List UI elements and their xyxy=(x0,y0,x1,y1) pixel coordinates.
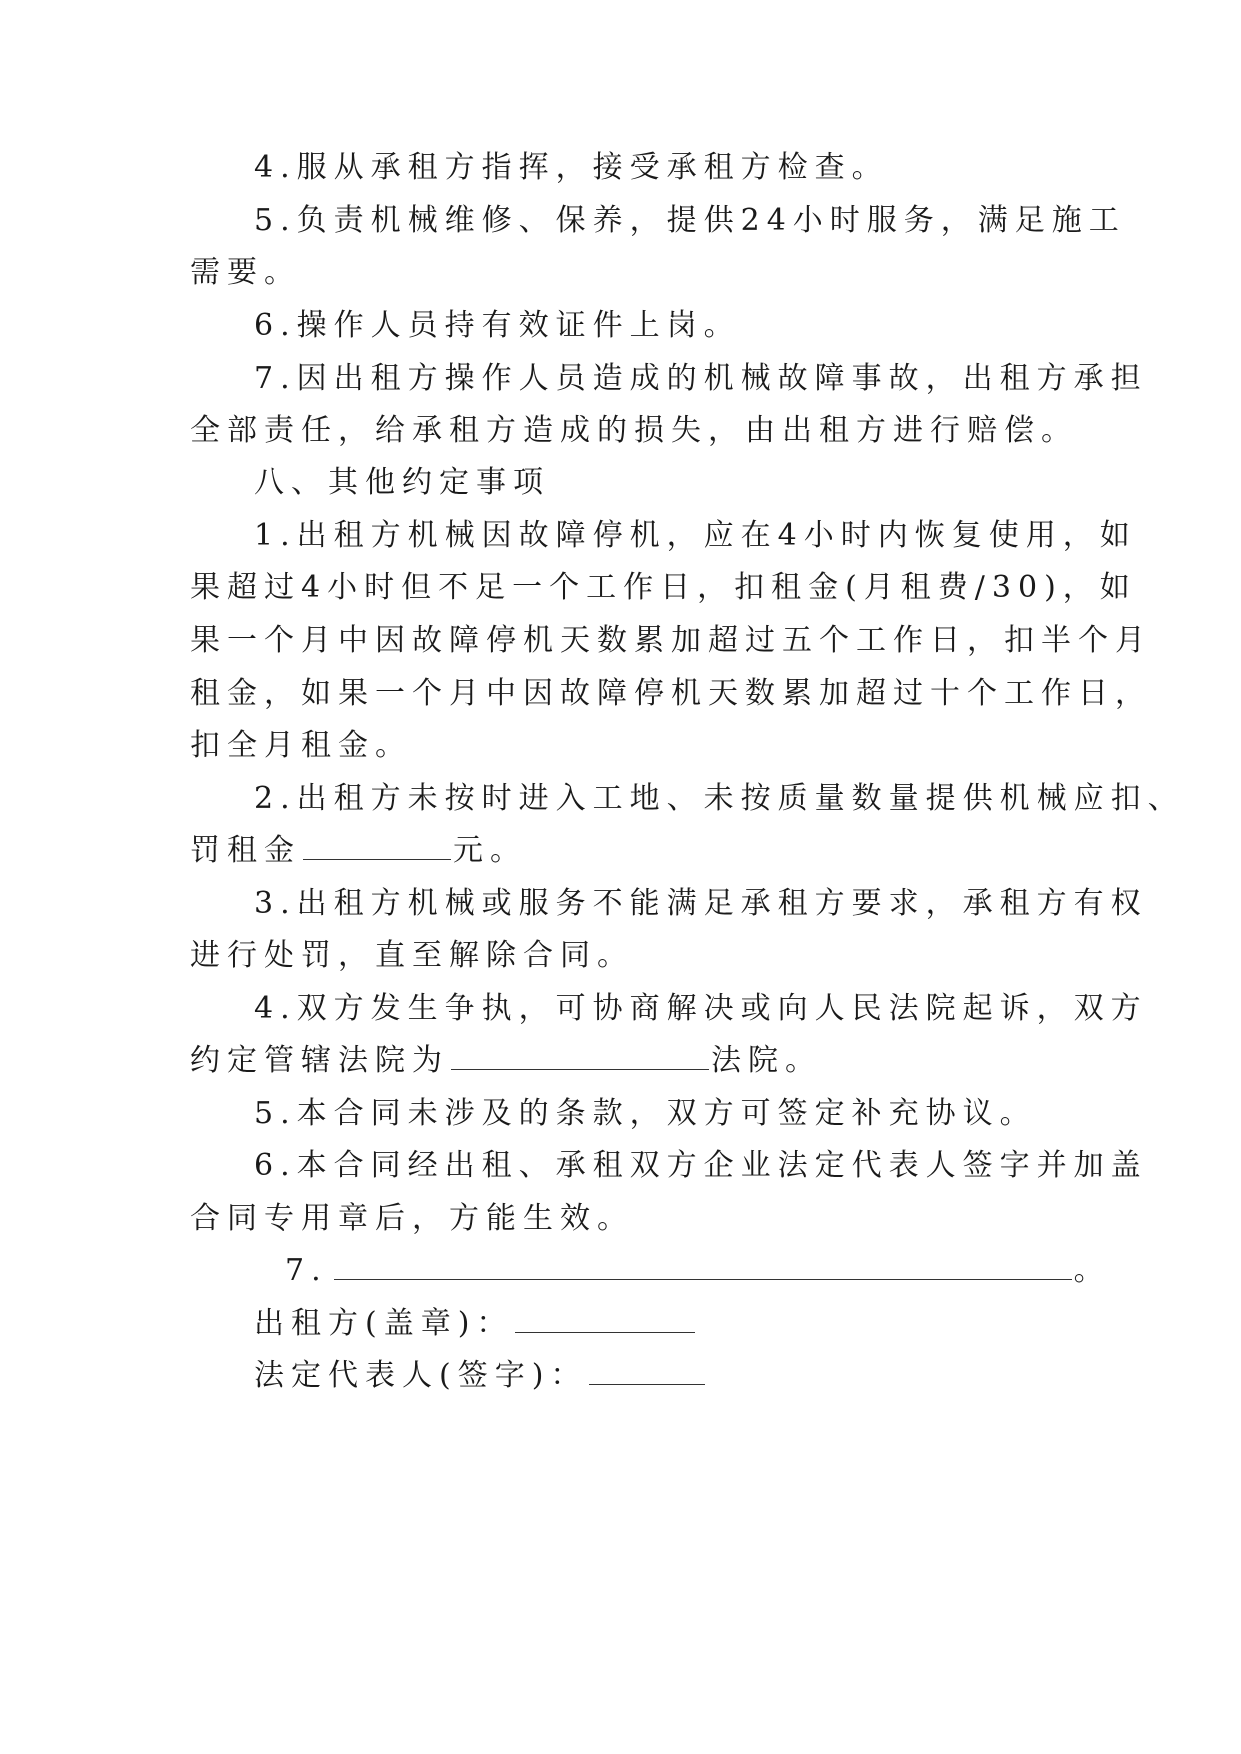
section-eight-heading: 八、其他约定事项 xyxy=(254,465,550,500)
legal-rep-label: 法定代表人(签字)： xyxy=(254,1358,588,1393)
clause-5-line-2: 需要。 xyxy=(190,255,301,290)
section-eight-p1-line-4: 租金，如果一个月中因故障停机天数累加超过十个工作日， xyxy=(190,676,1152,711)
lessor-seal-blank[interactable] xyxy=(515,1304,695,1333)
section-eight-p3-line-2: 进行处罚，直至解除合同。 xyxy=(190,938,634,973)
court-suffix: 法院。 xyxy=(711,1043,822,1078)
section-eight-p6-line-1: 6.本合同经出租、承租双方企业法定代表人签字并加盖 xyxy=(254,1148,1148,1183)
penalty-unit: 元。 xyxy=(453,833,527,868)
section-eight-p3-line-1: 3.出租方机械或服务不能满足承租方要求，承租方有权 xyxy=(254,886,1148,921)
clause-5-line-1: 5.负责机械维修、保养，提供24小时服务，满足施工 xyxy=(254,203,1126,238)
legal-rep-line xyxy=(254,1356,707,1396)
section-eight-p1-line-3: 果一个月中因故障停机天数累加超过五个工作日，扣半个月 xyxy=(190,623,1152,658)
section-eight-p4-line-2 xyxy=(190,1041,822,1081)
clause-7-blank[interactable] xyxy=(334,1251,1072,1280)
clause-4-text: 4.服从承租方指挥，接受承租方检查。 xyxy=(254,150,889,185)
clause-7-number: 7. xyxy=(285,1253,328,1288)
court-name-blank[interactable] xyxy=(451,1041,709,1070)
section-eight-p2-line-1: 2.出租方未按时进入工地、未按质量数量提供机械应扣、 xyxy=(254,781,1185,816)
section-eight-p2-line-2 xyxy=(190,831,527,871)
lessor-seal-line xyxy=(254,1304,697,1344)
section-eight-p4-line-1: 4.双方发生争执，可协商解决或向人民法院起诉，双方 xyxy=(254,991,1148,1026)
legal-rep-signature-blank[interactable] xyxy=(589,1356,705,1385)
clause-7-end: 。 xyxy=(1073,1253,1111,1288)
clause-7-line-2: 全部责任，给承租方造成的损失，由出租方进行赔偿。 xyxy=(190,413,1078,448)
lessor-seal-label: 出租方(盖章)： xyxy=(254,1306,514,1341)
section-eight-p5: 5.本合同未涉及的条款，双方可签定补充协议。 xyxy=(254,1096,1037,1131)
clause-7-line-1: 7.因出租方操作人员造成的机械故障事故，出租方承担 xyxy=(254,361,1148,396)
penalty-label: 罚租金 xyxy=(190,833,301,868)
clause-6-text: 6.操作人员持有效证件上岗。 xyxy=(254,308,741,343)
court-label: 约定管辖法院为 xyxy=(190,1043,449,1078)
penalty-amount-blank[interactable] xyxy=(303,831,451,860)
section-eight-p1-line-5: 扣全月租金。 xyxy=(190,728,412,763)
section-eight-p6-line-2: 合同专用章后，方能生效。 xyxy=(190,1201,634,1236)
section-eight-p7 xyxy=(285,1251,1111,1291)
section-eight-p1-line-1: 1.出租方机械因故障停机，应在4小时内恢复使用，如 xyxy=(254,518,1137,553)
section-eight-p1-line-2: 果超过4小时但不足一个工作日，扣租金(月租费/30)，如 xyxy=(190,570,1137,605)
